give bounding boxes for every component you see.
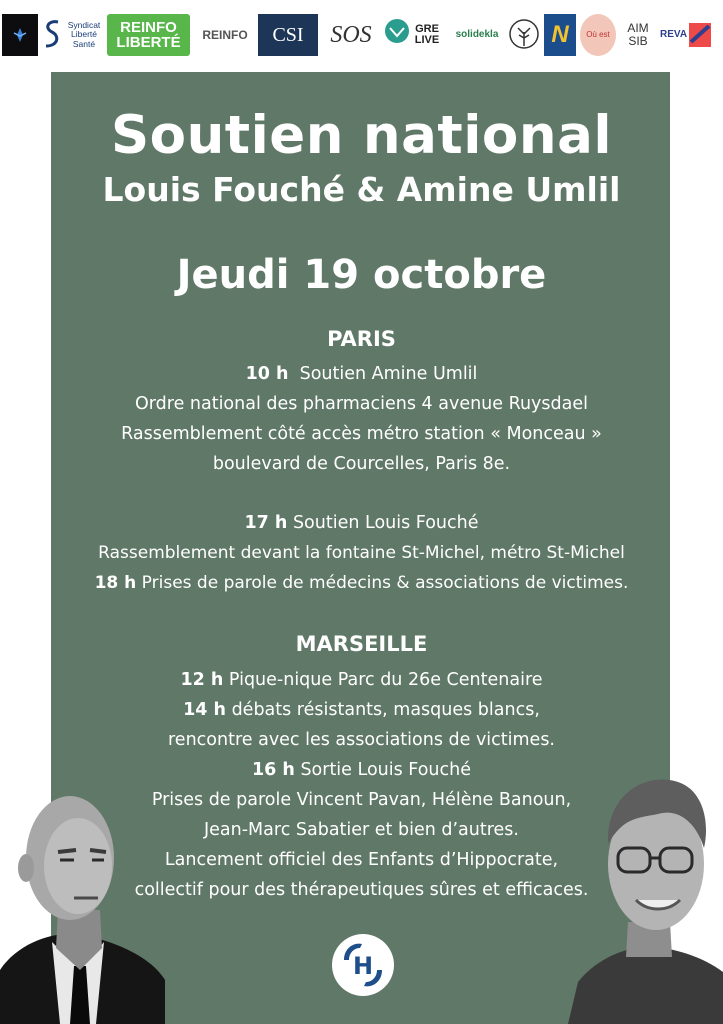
paris-line: Ordre national des pharmaciens 4 avenue Ruysdael — [134, 394, 588, 414]
marseille-line: Prises de parole Vincent Pavan, Hélène Banoun, — [151, 790, 572, 810]
marseille-line: Lancement officiel des Enfants d’Hippocrate, — [164, 850, 559, 870]
gre-live-emblem-icon — [384, 16, 410, 54]
aimsib-logo: AIM SIB — [627, 20, 649, 48]
subtitle-names: Louis Fouché & Amine Umlil — [102, 170, 621, 209]
reinfo-collectif-logo: REINFO — [202, 28, 248, 42]
reva-logo: REVA — [660, 14, 720, 56]
sls-monogram-icon — [40, 18, 66, 52]
marseille-line: Jean-Marc Sabatier et bien d’autres. — [204, 820, 519, 840]
paris-line: boulevard de Courcelles, Paris 8e. — [212, 454, 511, 474]
paris-line: Rassemblement devant la fontaine St-Michel, métro St-Michel — [98, 543, 625, 563]
n-logo: N — [544, 14, 576, 56]
marseille-line: 12 h Pique-nique Parc du 26e Centenaire — [180, 670, 543, 690]
paris-line: 18 h Prises de parole de médecins & associations de victimes. — [94, 573, 629, 593]
paris-line: 17 h Soutien Louis Fouché — [244, 513, 479, 533]
paris-heading: PARIS — [327, 327, 396, 351]
bird-icon — [10, 25, 30, 45]
marseille-line: collectif pour des thérapeutiques sûres et efficaces. — [134, 880, 589, 900]
portrait-right — [568, 752, 723, 1024]
marseille-line: 14 h débats résistants, masques blancs, — [183, 700, 540, 720]
hands-h-icon — [332, 934, 394, 996]
paris-line: 10 h Soutien Amine Umlil — [245, 364, 478, 384]
marseille-heading: MARSEILLE — [295, 632, 428, 656]
solidekla-logo: solidekla — [455, 29, 499, 40]
reinfo-liberte-logo: REINFO LIBERTÉ — [107, 14, 190, 56]
black-square-logo — [2, 14, 38, 56]
marseille-line: rencontre avec les associations de victimes. — [168, 730, 555, 750]
csi-logo: CSI — [258, 14, 318, 56]
tree-icon — [508, 18, 540, 52]
tree-logo — [507, 14, 541, 56]
reva-shape-icon — [687, 20, 713, 50]
svg-text:H: H — [352, 952, 374, 980]
portrait-left — [0, 770, 165, 1024]
sos-logo: SOS — [330, 22, 372, 48]
enfants-hippocrate-logo — [332, 934, 394, 996]
event-date: Jeudi 19 octobre — [176, 252, 547, 298]
syndicat-liberte-sante-logo: Syndicat Liberté Santé — [40, 14, 106, 56]
gre-live-logo: GRE LIVE — [384, 14, 448, 56]
paris-line: Rassemblement côté accès métro station « Monceau » — [121, 424, 602, 444]
main-title: Soutien national — [110, 105, 613, 166]
ou-est-logo: Où est — [580, 14, 616, 56]
partner-logos-strip — [0, 0, 723, 70]
marseille-line: 16 h Sortie Louis Fouché — [251, 760, 472, 780]
